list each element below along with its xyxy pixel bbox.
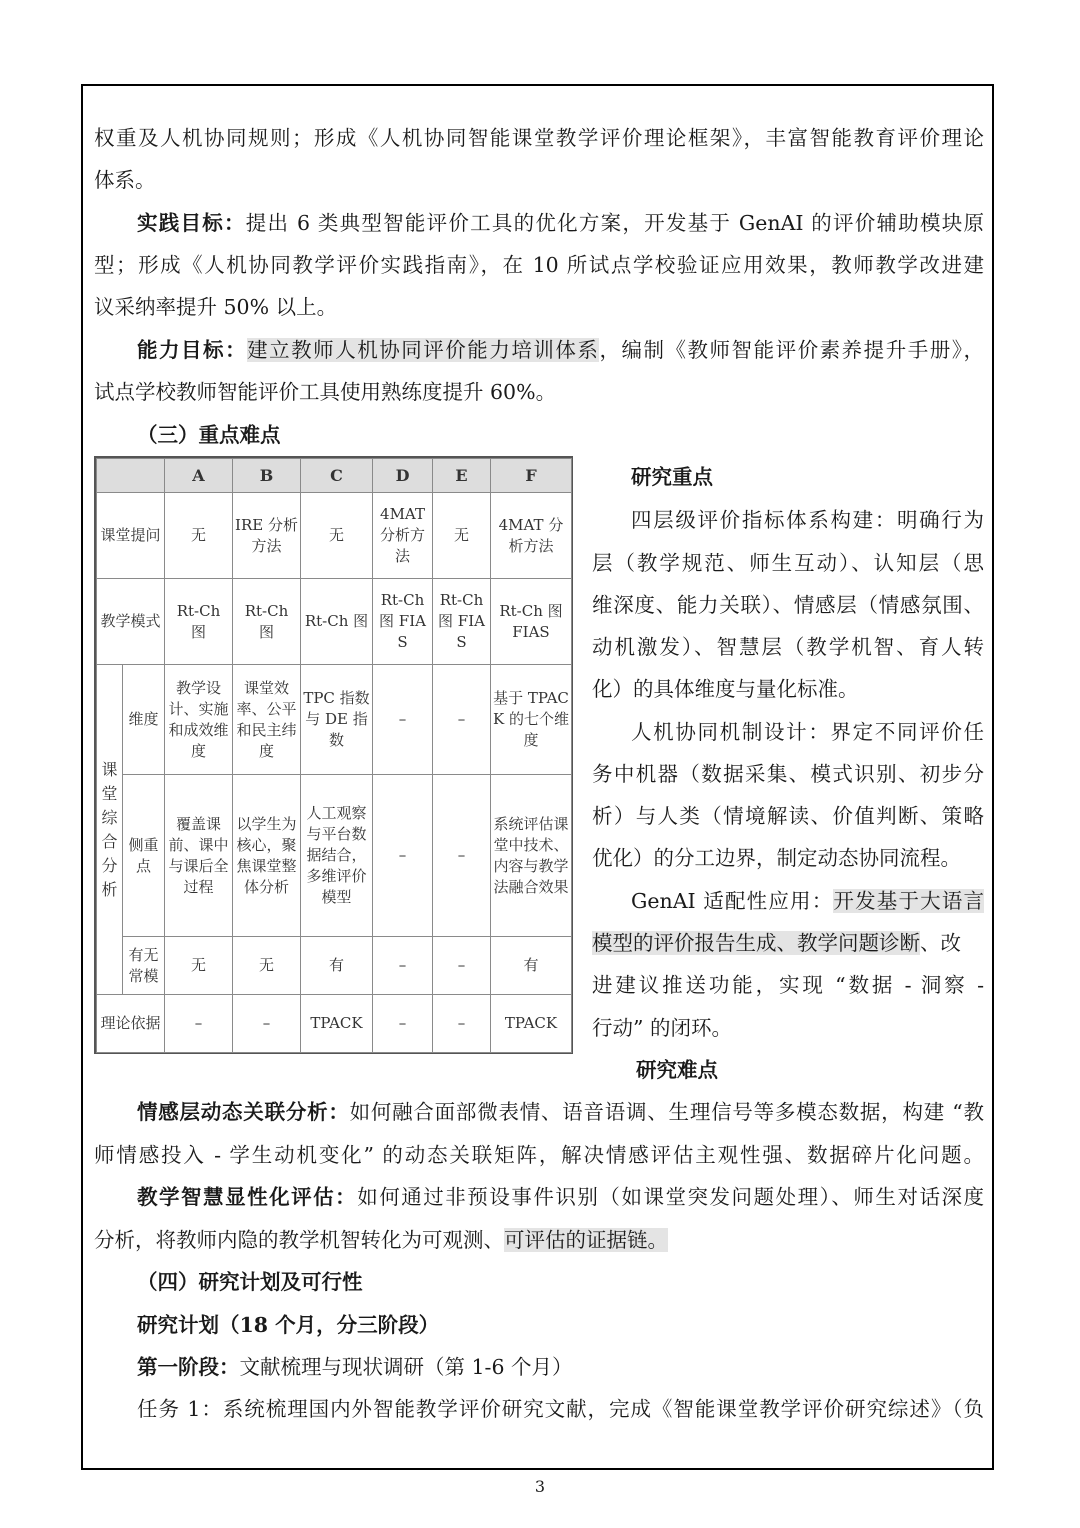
table-cell: – — [373, 775, 433, 937]
difficulty-1-label: 情感层动态关联分析： — [137, 1100, 350, 1124]
focus-p3-highlight-2: 模型的评价报告生成、教学问题诊断 — [592, 931, 920, 955]
ability-goal-rest: ，编制《教师智能评价素养提升手册》， — [599, 338, 985, 362]
focus-p1-line: 维深度、能力关联）、情感层（情感氛围、 — [592, 593, 984, 617]
focus-p3-line-1 — [631, 887, 984, 915]
table-header-cell: F — [491, 459, 572, 493]
table-cell: – — [233, 995, 301, 1053]
practice-goal-text: 提出 6 类典型智能评价工具的优化方案，开发基于 GenAI 的评价辅助模块原 — [245, 211, 984, 235]
table-cell: – — [433, 937, 491, 995]
table-cell: 人工观察与平台数据结合，多维评价模型 — [301, 775, 373, 937]
table-cell: 基于 TPACK 的七个维度 — [491, 665, 572, 775]
difficulty-1-line-1 — [137, 1098, 984, 1126]
practice-goal-line-1 — [137, 209, 984, 237]
difficulty-1-line-2: 师情感投入 - 学生动机变化” 的动态关联矩阵，解决情感评估主观性强、数据碎片化问题。 — [94, 1143, 984, 1167]
table-cell: – — [433, 775, 491, 937]
table-cell: – — [373, 995, 433, 1053]
table-row-dimension — [97, 665, 572, 775]
difficulty-2-text-2: 分析，将教师内隐的教学机智转化为可观测、 — [94, 1228, 504, 1252]
table-cell: 有 — [491, 937, 572, 995]
row-group-label-comprehensive: 课堂综合分析 — [97, 665, 123, 995]
row-label-questioning: 课堂提问 — [97, 493, 165, 579]
table-cell: – — [433, 665, 491, 775]
table-cell: – — [373, 937, 433, 995]
table-cell: 教学设计、实施和成效维度 — [165, 665, 233, 775]
ability-goal-line-1 — [137, 336, 984, 364]
table-cell: – — [373, 665, 433, 775]
table-row-focus — [97, 775, 572, 937]
page-number: 3 — [534, 1477, 546, 1496]
table-cell: Rt-Ch 图 — [301, 579, 373, 665]
table-cell: TPACK — [491, 995, 572, 1053]
focus-p3-line-4: 行动” 的闭环。 — [592, 1016, 732, 1040]
table-cell: 无 — [233, 937, 301, 995]
table-cell: TPC 指数与 DE 指数 — [301, 665, 373, 775]
row-label-theory: 理论依据 — [97, 995, 165, 1053]
table-row-questioning — [97, 493, 572, 579]
plan-title: 研究计划（18 个月，分三阶段） — [137, 1313, 440, 1337]
stage-1-text: 文献梳理与现状调研（第 1-6 个月） — [239, 1355, 573, 1379]
row-label-dimension: 维度 — [123, 665, 165, 775]
table-row-theory — [97, 995, 572, 1053]
table-header-cell: D — [373, 459, 433, 493]
table-cell: TPACK — [301, 995, 373, 1053]
table-header-row — [97, 459, 572, 493]
practice-goal-line-2: 型；形成《人机协同教学评价实践指南》，在 10 所试点学校验证应用效果，教师教学改进建 — [94, 253, 984, 277]
focus-p2-line: 优化）的分工边界，制定动态协同流程。 — [592, 846, 961, 870]
table-cell: Rt-Ch 图 — [165, 579, 233, 665]
table-cell: – — [433, 995, 491, 1053]
focus-p3-rest: 、改 — [920, 931, 961, 955]
table-cell: 无 — [165, 937, 233, 995]
task-1-line: 任务 1：系统梳理国内外智能教学评价研究文献，完成《智能课堂教学评价研究综述》（负 — [137, 1397, 984, 1421]
table-row-teaching-mode — [97, 579, 572, 665]
difficulty-2-highlight: 可评估的证据链。 — [504, 1228, 668, 1252]
focus-p3-lead: GenAI 适配性应用： — [631, 889, 834, 913]
table-cell: 覆盖课前、课中与课后全过程 — [165, 775, 233, 937]
focus-p2-line: 务中机器（数据采集、模式识别、初步分 — [592, 762, 984, 786]
difficulty-1-text: 如何融合面部微表情、语音语调、生理信号等多模态数据，构建 “教 — [349, 1100, 984, 1124]
intro-line-2: 体系。 — [94, 168, 156, 192]
table-cell: – — [165, 995, 233, 1053]
practice-goal-line-3: 议采纳率提升 50% 以上。 — [94, 295, 338, 319]
ability-goal-highlight: 建立教师人机协同评价能力培训体系 — [247, 338, 600, 362]
table-header-cell: C — [301, 459, 373, 493]
comparison-table — [94, 456, 573, 1054]
table-cell: 无 — [165, 493, 233, 579]
table-cell: 系统评估课堂中技术、内容与教学法融合效果 — [491, 775, 572, 937]
difficulty-2-label: 教学智慧显性化评估： — [137, 1185, 358, 1209]
section-4-title: （四）研究计划及可行性 — [137, 1270, 363, 1294]
table-cell: 4MAT 分析方法 — [373, 493, 433, 579]
focus-p1-line: 四层级评价指标体系构建：明确行为 — [631, 508, 984, 532]
table-corner-cell — [97, 459, 165, 493]
table-header-cell: B — [233, 459, 301, 493]
research-focus-title: 研究重点 — [631, 465, 713, 489]
focus-p2-line: 人机协同机制设计：界定不同评价任 — [631, 720, 984, 744]
table-cell: 课堂效率、公平和民主纬度 — [233, 665, 301, 775]
table-cell: 无 — [301, 493, 373, 579]
focus-p3-highlight-1: 开发基于大语言 — [833, 889, 984, 913]
focus-p1-line: 动机激发）、智慧层（教学机智、育人转 — [592, 635, 984, 659]
difficulty-2-line-1 — [137, 1183, 984, 1211]
stage-1-label: 第一阶段： — [137, 1355, 240, 1379]
row-label-focus: 侧重点 — [123, 775, 165, 937]
table-header-cell: E — [433, 459, 491, 493]
table-cell: IRE 分析方法 — [233, 493, 301, 579]
table-cell: 4MAT 分析方法 — [491, 493, 572, 579]
row-label-norm: 有无常模 — [123, 937, 165, 995]
focus-p1-line: 层（教学规范、师生互动）、认知层（思 — [592, 551, 984, 575]
ability-goal-line-2: 试点学校教师智能评价工具使用熟练度提升 60%。 — [94, 380, 557, 404]
table-cell: Rt-Ch 图 FIAS — [491, 579, 572, 665]
intro-line-1: 权重及人机协同规则；形成《人机协同智能课堂教学评价理论框架》，丰富智能教育评价理论 — [94, 126, 984, 150]
table-cell: Rt-Ch 图 FIAS — [373, 579, 433, 665]
difficulty-2-text: 如何通过非预设事件识别（如课堂突发问题处理）、师生对话深度 — [357, 1185, 985, 1209]
row-label-teaching-mode: 教学模式 — [97, 579, 165, 665]
research-difficulty-title: 研究难点 — [636, 1058, 718, 1082]
focus-p1-line: 化）的具体维度与量化标准。 — [592, 677, 859, 701]
difficulty-2-line-2 — [94, 1226, 984, 1254]
table-header-cell: A — [165, 459, 233, 493]
section-3-title: （三）重点难点 — [137, 423, 281, 447]
table-cell: Rt-Ch 图 FIAS — [433, 579, 491, 665]
focus-p3-line-3: 进建议推送功能，实现 “数据 - 洞察 - — [592, 973, 984, 997]
table-row-norm — [97, 937, 572, 995]
table-cell: 有 — [301, 937, 373, 995]
table-cell: Rt-Ch 图 — [233, 579, 301, 665]
practice-goal-label: 实践目标： — [137, 211, 246, 235]
focus-p3-line-2 — [592, 929, 984, 957]
table-cell: 无 — [433, 493, 491, 579]
stage-1-line — [137, 1353, 573, 1381]
table-cell: 以学生为核心，聚焦课堂整体分析 — [233, 775, 301, 937]
focus-p2-line: 析）与人类（情境解读、价值判断、策略 — [592, 804, 984, 828]
ability-goal-label: 能力目标： — [137, 338, 248, 362]
